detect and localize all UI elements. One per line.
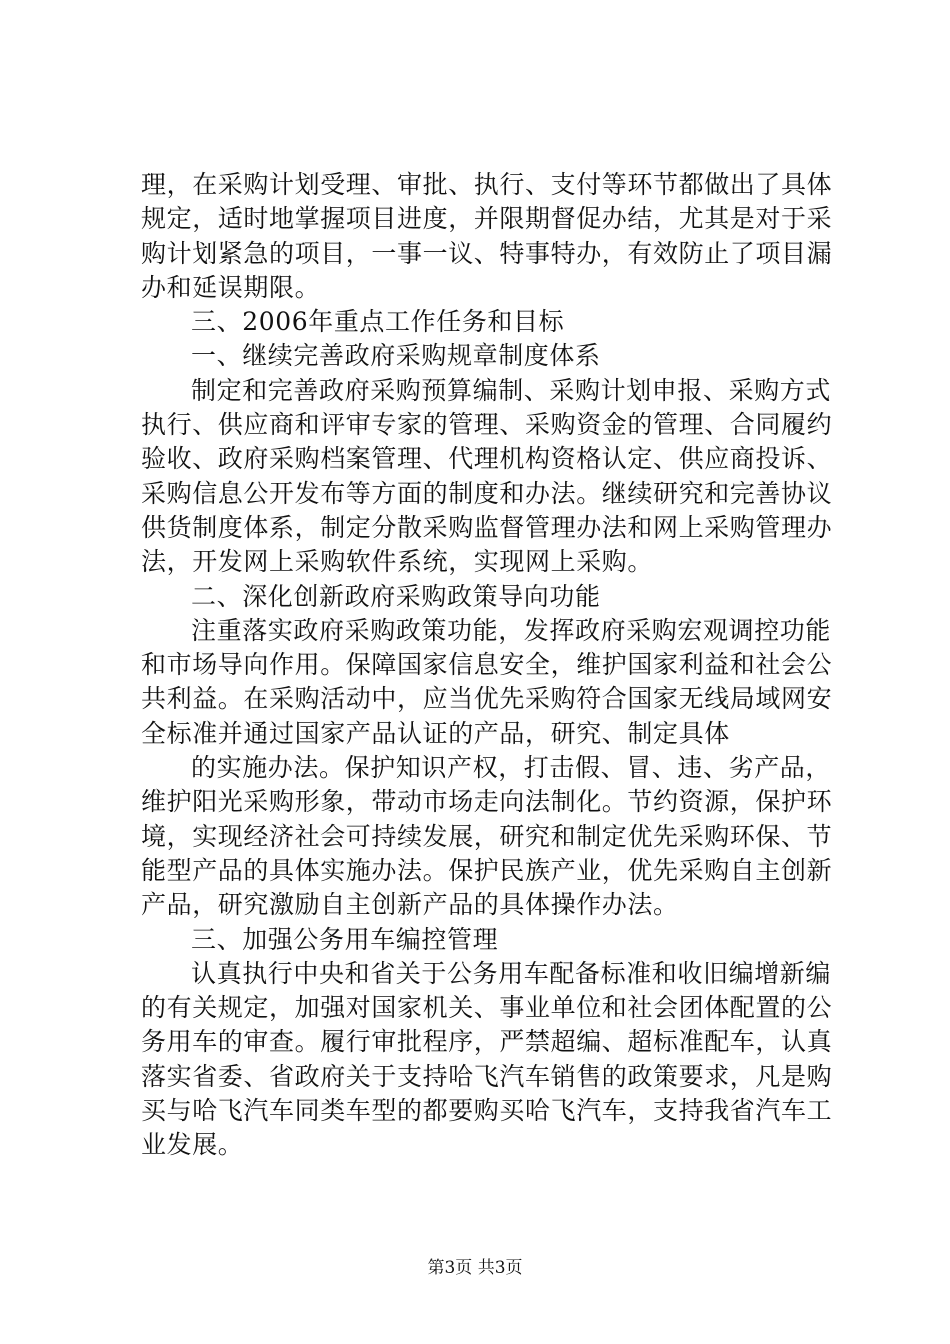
text-line: 能型产品的具体实施办法。保护民族产业，优先采购自主创新 [141, 855, 833, 885]
body-text [141, 168, 831, 1163]
text-line: 全标准并通过国家产品认证的产品，研究、制定具体 [141, 718, 730, 748]
text-line: 业发展。 [141, 1130, 244, 1160]
text-line: 认真执行中央和省关于公务用车配备标准和收旧编增新编 [191, 958, 832, 988]
text-line: 注重落实政府采购政策功能，发挥政府采购宏观调控功能 [191, 615, 832, 645]
text-line: 执行、供应商和评审专家的管理、采购资金的管理、合同履约 [141, 410, 833, 440]
text-line: 法，开发网上采购软件系统，实现网上采购。 [141, 547, 654, 577]
text-line: 和市场导向作用。保障国家信息安全，维护国家利益和社会公 [141, 650, 833, 680]
text-line: 供货制度体系，制定分散采购监督管理办法和网上采购管理办 [141, 512, 833, 542]
subsection-heading: 三、加强公务用车编控管理 [191, 924, 499, 954]
text-line: 的有关规定，加强对国家机关、事业单位和社会团体配置的公 [141, 993, 833, 1023]
text-line: 理，在采购计划受理、审批、执行、支付等环节都做出了具体 [141, 170, 833, 199]
text-line: 验收、政府采购档案管理、代理机构资格认定、供应商投诉、 [141, 444, 833, 474]
text-line: 买与哈飞汽车同类车型的都要购买哈飞汽车，支持我省汽车工 [141, 1096, 833, 1126]
text-line: 规定，适时地掌握项目进度，并限期督促办结，尤其是对于采 [141, 204, 833, 234]
text-line: 办和延误期限。 [141, 272, 321, 302]
text-line: 落实省委、省政府关于支持哈飞汽车销售的政策要求，凡是购 [141, 1061, 833, 1091]
text-line: 制定和完善政府采购预算编制、采购计划申报、采购方式 [191, 375, 832, 405]
text-line: 共利益。在采购活动中，应当优先采购符合国家无线局域网安 [141, 684, 833, 714]
page-number: 第3页 共3页 [427, 1258, 523, 1278]
text-line: 境，实现经济社会可持续发展，研究和制定优先采购环保、节 [141, 821, 833, 851]
text-line: 务用车的审查。履行审批程序，严禁超编、超标准配车，认真 [141, 1027, 833, 1057]
text-line: 的实施办法。保护知识产权，打击假、冒、违、劣产品， [191, 753, 832, 783]
text-line: 维护阳光采购形象，带动市场走向法制化。节约资源，保护环 [141, 787, 833, 817]
subsection-heading: 一、继续完善政府采购规章制度体系 [191, 341, 601, 371]
section-heading: 三、2006年重点工作任务和目标 [191, 307, 565, 337]
text-line: 购计划紧急的项目，一事一议、特事特办，有效防止了项目漏 [141, 238, 833, 268]
text-line: 产品，研究激励自主创新产品的具体操作办法。 [141, 890, 679, 920]
subsection-heading: 二、深化创新政府采购政策导向功能 [191, 581, 601, 611]
text-line: 采购信息公开发布等方面的制度和办法。继续研究和完善协议 [141, 478, 833, 508]
page-footer [0, 1257, 950, 1279]
